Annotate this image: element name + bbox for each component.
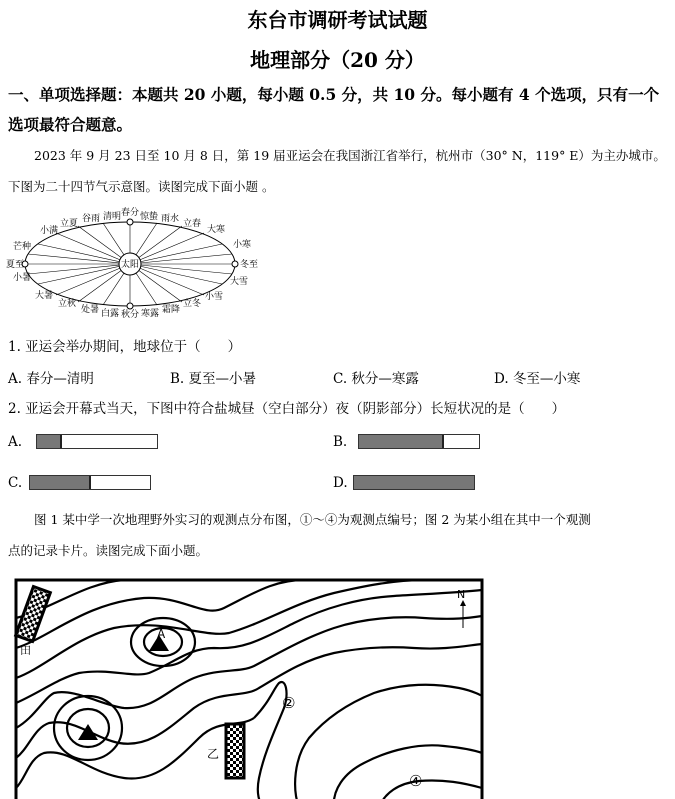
night-portion — [354, 476, 474, 489]
page-title: 东台市调研考试试题 — [247, 8, 428, 32]
night-portion — [37, 435, 61, 448]
question1-option-c[interactable]: C. 秋分—寒露 — [333, 371, 419, 387]
contour-map — [14, 578, 484, 799]
term-label: 立秋 — [57, 299, 77, 309]
earth-position-winter-solstice — [232, 261, 238, 267]
section-heading-line1: 一、单项选择题：本题共 20 小题，每小题 0.5 分，共 10 分。每小题有 4 个选项，只有一个 — [8, 85, 660, 104]
sun-label: 太阳 — [120, 260, 140, 270]
night-portion — [30, 476, 90, 489]
intro2-line1: 图 1 某中学一次地理野外实习的观测点分布图，①～④为观测点编号；图 2 为某小组在其中一个观测 — [34, 512, 591, 527]
question2-option-c-label[interactable]: C. — [8, 475, 23, 491]
term-label: 芒种 — [12, 242, 32, 252]
day-night-divider — [89, 476, 91, 489]
term-label: 冬至 — [239, 260, 259, 270]
solar-terms-diagram — [5, 208, 259, 320]
question1-stem: 1. 亚运会举办期间，地球位于（ ） — [8, 339, 242, 355]
term-label: 秋分 — [120, 310, 140, 320]
section-heading-line2: 选项最符合题意。 — [8, 115, 133, 134]
intro1-line1: 2023 年 9 月 23 日至 10 月 8 日，第 19 届亚运会在我国浙江省举行，杭州市（30° N，119° E）为主办城市。 — [34, 148, 666, 163]
earth-position-spring-equinox — [127, 219, 133, 225]
term-label: 惊蛰 — [139, 212, 159, 222]
page-subtitle: 地理部分（20 分） — [250, 48, 425, 72]
term-label: 清明 — [102, 212, 122, 222]
question2-option-a-bar[interactable] — [36, 434, 158, 449]
question2-stem: 2. 亚运会开幕式当天，下图中符合盐城昼（空白部分）夜（阴影部分）长短状况的是（ ） — [8, 401, 566, 417]
intro1-line2: 下图为二十四节气示意图。读图完成下面小题 。 — [8, 179, 275, 194]
term-label: 春分 — [120, 208, 140, 218]
question2-option-a-label[interactable]: A. — [8, 434, 23, 450]
night-portion — [359, 435, 443, 448]
earth-position-autumn-equinox — [127, 303, 133, 309]
observation-point-4: ④ — [409, 772, 423, 790]
term-label: 小暑 — [12, 273, 32, 283]
term-label: 夏至 — [5, 260, 25, 270]
observation-point-2: ② — [282, 694, 296, 712]
field-1-label: 田 — [20, 644, 31, 657]
term-label: 寒露 — [140, 309, 160, 319]
question2-option-b-label[interactable]: B. — [333, 434, 348, 450]
term-label: 雨水 — [160, 214, 180, 224]
term-label: 小满 — [39, 226, 59, 236]
field-2-icon — [226, 724, 244, 778]
north-label: N — [457, 588, 466, 601]
question1-option-b[interactable]: B. 夏至—小暑 — [170, 371, 257, 387]
day-night-divider — [60, 435, 62, 448]
field-2-label: 乙 — [207, 747, 220, 761]
term-label: 大寒 — [206, 225, 226, 235]
term-label: 立夏 — [59, 219, 79, 229]
term-label: 小寒 — [232, 240, 252, 250]
term-label: 谷雨 — [81, 214, 101, 224]
day-night-divider — [442, 435, 444, 448]
term-label: 白露 — [100, 309, 120, 319]
term-label: 立冬 — [182, 299, 202, 309]
question2-option-b-bar[interactable] — [358, 434, 480, 449]
intro2-line2: 点的记录卡片。读图完成下面小题。 — [8, 543, 209, 558]
term-label: 小雪 — [204, 292, 224, 302]
question2-option-d-bar[interactable] — [353, 475, 475, 490]
term-label: 大雪 — [229, 277, 249, 287]
term-label: 处暑 — [80, 305, 100, 315]
question1-option-a[interactable]: A. 春分—清明 — [8, 371, 94, 387]
question1-option-d[interactable]: D. 冬至—小寒 — [494, 371, 581, 387]
peak-a-label: A — [157, 627, 166, 641]
term-label: 霜降 — [161, 305, 181, 315]
term-label: 大暑 — [34, 291, 54, 301]
question2-option-d-label[interactable]: D. — [333, 475, 348, 491]
question2-option-c-bar[interactable] — [29, 475, 151, 490]
term-label: 立春 — [182, 219, 202, 229]
